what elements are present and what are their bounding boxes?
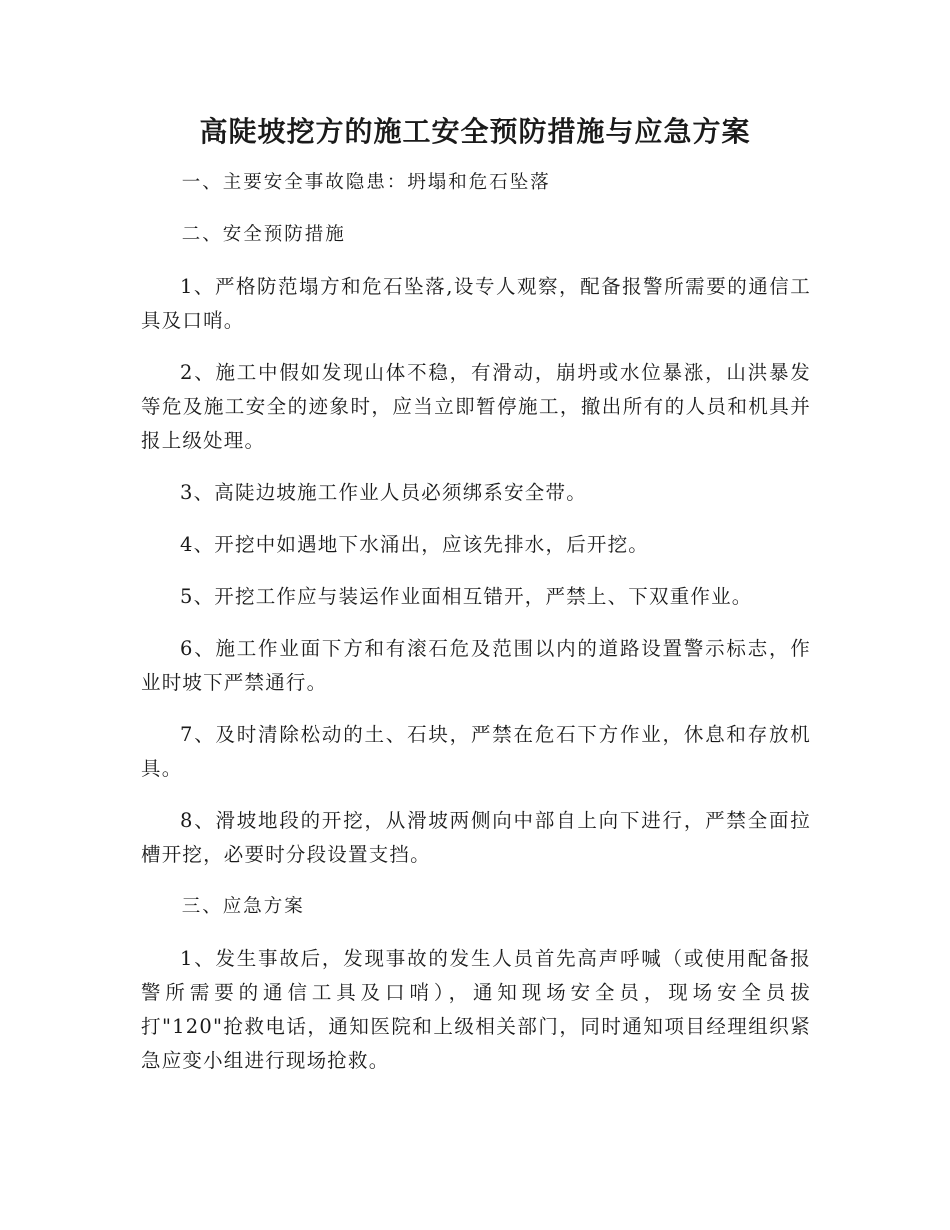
section-heading-emergency: 三、应急方案 [181, 896, 305, 917]
measure-paragraph: 7、及时清除松动的土、石块，严禁在危石下方作业，休息和存放机具。 [141, 723, 811, 780]
measure-paragraph: 3、高陡边坡施工作业人员必须绑系安全带。 [180, 481, 587, 504]
measure-paragraph: 8、滑坡地段的开挖，从滑坡两侧向中部自上向下进行，严禁全面拉槽开挖，必要时分段设置支挡。 [141, 809, 811, 866]
section-heading-prevention: 二、安全预防措施 [181, 224, 346, 245]
emergency-paragraph: 1、发生事故后，发现事故的发生人员首先高声呼喊（或使用配备报警所需要的通信工具及口哨），通知现场安全员，现场安全员拔打"120"抢救电话，通知医院和上级相关部门，同时通知项目经理组织紧急应变小组进行现场抢救。 [141, 947, 811, 1072]
measure-paragraph: 4、开挖中如遇地下水涌出，应该先排水，后开挖。 [180, 533, 650, 556]
measure-paragraph: 1、严格防范塌方和危石坠落,设专人观察，配备报警所需要的通信工具及口哨。 [141, 275, 811, 332]
measure-paragraph: 2、施工中假如发现山体不稳，有滑动，崩坍或水位暴涨，山洪暴发等危及施工安全的迹象时，应当立即暂停施工，撤出所有的人员和机具并报上级处理。 [141, 361, 811, 452]
measure-paragraph: 5、开挖工作应与装运作业面相互错开，严禁上、下双重作业。 [180, 585, 753, 608]
document-title: 高陡坡挖方的施工安全预防措施与应急方案 [199, 115, 751, 148]
section-heading-hazards: 一、主要安全事故隐患：坍塌和危石坠落 [181, 172, 551, 193]
document-body [141, 166, 811, 1096]
measure-paragraph: 6、施工作业面下方和有滚石危及范围以内的道路设置警示标志，作业时坡下严禁通行。 [141, 637, 811, 694]
